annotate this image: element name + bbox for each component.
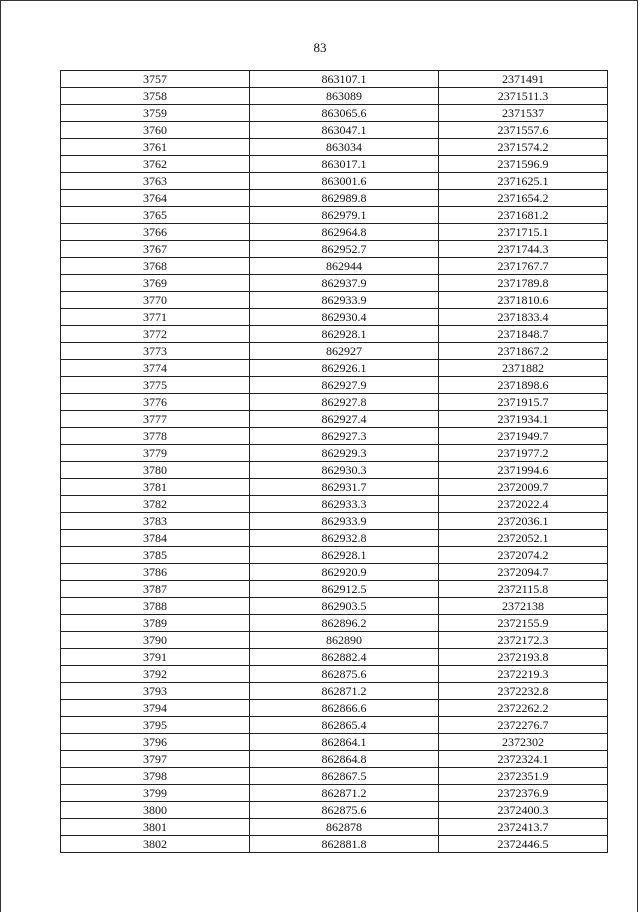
point-number-cell: 3788	[61, 598, 250, 615]
table-row	[61, 547, 608, 564]
x-coordinate-cell: 862927.4	[250, 411, 439, 428]
table-row	[61, 462, 608, 479]
x-coordinate-cell: 862867.5	[250, 768, 439, 785]
y-coordinate-cell: 2372138	[439, 598, 608, 615]
x-coordinate-cell: 862931.7	[250, 479, 439, 496]
x-coordinate-cell: 863047.1	[250, 122, 439, 139]
x-coordinate-cell: 862933.9	[250, 513, 439, 530]
x-coordinate-cell: 862926.1	[250, 360, 439, 377]
x-coordinate-cell: 863065.6	[250, 105, 439, 122]
x-coordinate-cell: 862866.6	[250, 700, 439, 717]
point-number-cell: 3757	[61, 71, 250, 88]
y-coordinate-cell: 2371994.6	[439, 462, 608, 479]
table-row	[61, 683, 608, 700]
table-row	[61, 377, 608, 394]
point-number-cell: 3787	[61, 581, 250, 598]
table-row	[61, 751, 608, 768]
x-coordinate-cell: 862979.1	[250, 207, 439, 224]
table-row	[61, 836, 608, 853]
point-number-cell: 3761	[61, 139, 250, 156]
table-row	[61, 581, 608, 598]
y-coordinate-cell: 2372446.5	[439, 836, 608, 853]
table-row	[61, 258, 608, 275]
point-number-cell: 3762	[61, 156, 250, 173]
point-number-cell: 3789	[61, 615, 250, 632]
table-row	[61, 513, 608, 530]
y-coordinate-cell: 2371833.4	[439, 309, 608, 326]
point-number-cell: 3770	[61, 292, 250, 309]
y-coordinate-cell: 2372276.7	[439, 717, 608, 734]
y-coordinate-cell: 2372193.8	[439, 649, 608, 666]
x-coordinate-cell: 862882.4	[250, 649, 439, 666]
x-coordinate-cell: 863001.6	[250, 173, 439, 190]
table-row	[61, 819, 608, 836]
table-row	[61, 326, 608, 343]
point-number-cell: 3798	[61, 768, 250, 785]
x-coordinate-cell: 862929.3	[250, 445, 439, 462]
point-number-cell: 3766	[61, 224, 250, 241]
point-number-cell: 3776	[61, 394, 250, 411]
y-coordinate-cell: 2371848.7	[439, 326, 608, 343]
point-number-cell: 3802	[61, 836, 250, 853]
point-number-cell: 3772	[61, 326, 250, 343]
y-coordinate-cell: 2371715.1	[439, 224, 608, 241]
table-row	[61, 445, 608, 462]
x-coordinate-cell: 862932.8	[250, 530, 439, 547]
table-row	[61, 734, 608, 751]
point-number-cell: 3760	[61, 122, 250, 139]
y-coordinate-cell: 2372219.3	[439, 666, 608, 683]
point-number-cell: 3790	[61, 632, 250, 649]
x-coordinate-cell: 862964.8	[250, 224, 439, 241]
y-coordinate-cell: 2372022.4	[439, 496, 608, 513]
point-number-cell: 3784	[61, 530, 250, 547]
point-number-cell: 3791	[61, 649, 250, 666]
x-coordinate-cell: 862927	[250, 343, 439, 360]
point-number-cell: 3801	[61, 819, 250, 836]
y-coordinate-cell: 2372302	[439, 734, 608, 751]
coordinates-table	[60, 70, 608, 853]
table-row	[61, 530, 608, 547]
y-coordinate-cell: 2372262.2	[439, 700, 608, 717]
y-coordinate-cell: 2371574.2	[439, 139, 608, 156]
table-row	[61, 343, 608, 360]
y-coordinate-cell: 2371744.3	[439, 241, 608, 258]
table-row	[61, 428, 608, 445]
x-coordinate-cell: 862875.6	[250, 666, 439, 683]
y-coordinate-cell: 2371867.2	[439, 343, 608, 360]
table-row	[61, 173, 608, 190]
point-number-cell: 3774	[61, 360, 250, 377]
table-row	[61, 190, 608, 207]
point-number-cell: 3769	[61, 275, 250, 292]
y-coordinate-cell: 2371810.6	[439, 292, 608, 309]
table-row	[61, 292, 608, 309]
x-coordinate-cell: 862878	[250, 819, 439, 836]
y-coordinate-cell: 2371977.2	[439, 445, 608, 462]
x-coordinate-cell: 863107.1	[250, 71, 439, 88]
y-coordinate-cell: 2371681.2	[439, 207, 608, 224]
table-row	[61, 394, 608, 411]
point-number-cell: 3781	[61, 479, 250, 496]
point-number-cell: 3792	[61, 666, 250, 683]
point-number-cell: 3759	[61, 105, 250, 122]
table-row	[61, 496, 608, 513]
y-coordinate-cell: 2371882	[439, 360, 608, 377]
x-coordinate-cell: 863089	[250, 88, 439, 105]
y-coordinate-cell: 2371491	[439, 71, 608, 88]
y-coordinate-cell: 2371767.7	[439, 258, 608, 275]
x-coordinate-cell: 862933.9	[250, 292, 439, 309]
y-coordinate-cell: 2372351.9	[439, 768, 608, 785]
y-coordinate-cell: 2372094.7	[439, 564, 608, 581]
y-coordinate-cell: 2371511.3	[439, 88, 608, 105]
y-coordinate-cell: 2371949.7	[439, 428, 608, 445]
y-coordinate-cell: 2372376.9	[439, 785, 608, 802]
table-row	[61, 564, 608, 581]
x-coordinate-cell: 862890	[250, 632, 439, 649]
x-coordinate-cell: 862912.5	[250, 581, 439, 598]
y-coordinate-cell: 2372052.1	[439, 530, 608, 547]
point-number-cell: 3758	[61, 88, 250, 105]
x-coordinate-cell: 862928.1	[250, 326, 439, 343]
y-coordinate-cell: 2372009.7	[439, 479, 608, 496]
x-coordinate-cell: 862933.3	[250, 496, 439, 513]
y-coordinate-cell: 2371557.6	[439, 122, 608, 139]
point-number-cell: 3794	[61, 700, 250, 717]
x-coordinate-cell: 862920.9	[250, 564, 439, 581]
point-number-cell: 3777	[61, 411, 250, 428]
table-row	[61, 649, 608, 666]
table-row	[61, 224, 608, 241]
x-coordinate-cell: 862928.1	[250, 547, 439, 564]
table-row	[61, 88, 608, 105]
table-row	[61, 717, 608, 734]
x-coordinate-cell: 862927.8	[250, 394, 439, 411]
point-number-cell: 3796	[61, 734, 250, 751]
table-row	[61, 139, 608, 156]
table-row	[61, 156, 608, 173]
x-coordinate-cell: 862937.9	[250, 275, 439, 292]
table-row	[61, 411, 608, 428]
point-number-cell: 3786	[61, 564, 250, 581]
x-coordinate-cell: 862952.7	[250, 241, 439, 258]
point-number-cell: 3799	[61, 785, 250, 802]
table-row	[61, 632, 608, 649]
x-coordinate-cell: 862875.6	[250, 802, 439, 819]
x-coordinate-cell: 862881.8	[250, 836, 439, 853]
point-number-cell: 3783	[61, 513, 250, 530]
y-coordinate-cell: 2372115.8	[439, 581, 608, 598]
table-row	[61, 105, 608, 122]
point-number-cell: 3771	[61, 309, 250, 326]
y-coordinate-cell: 2372400.3	[439, 802, 608, 819]
y-coordinate-cell: 2371934.1	[439, 411, 608, 428]
y-coordinate-cell: 2371625.1	[439, 173, 608, 190]
x-coordinate-cell: 862989.8	[250, 190, 439, 207]
table-row	[61, 598, 608, 615]
point-number-cell: 3795	[61, 717, 250, 734]
point-number-cell: 3775	[61, 377, 250, 394]
point-number-cell: 3765	[61, 207, 250, 224]
y-coordinate-cell: 2372413.7	[439, 819, 608, 836]
point-number-cell: 3793	[61, 683, 250, 700]
table-row	[61, 241, 608, 258]
y-coordinate-cell: 2371596.9	[439, 156, 608, 173]
point-number-cell: 3797	[61, 751, 250, 768]
x-coordinate-cell: 862944	[250, 258, 439, 275]
page-number: 83	[313, 40, 327, 55]
table-row	[61, 802, 608, 819]
x-coordinate-cell: 862864.1	[250, 734, 439, 751]
table-row	[61, 309, 608, 326]
point-number-cell: 3779	[61, 445, 250, 462]
point-number-cell: 3778	[61, 428, 250, 445]
table-row	[61, 360, 608, 377]
y-coordinate-cell: 2371654.2	[439, 190, 608, 207]
x-coordinate-cell: 862871.2	[250, 785, 439, 802]
x-coordinate-cell: 863034	[250, 139, 439, 156]
table-row	[61, 666, 608, 683]
table-row	[61, 700, 608, 717]
table-row	[61, 615, 608, 632]
point-number-cell: 3800	[61, 802, 250, 819]
point-number-cell: 3782	[61, 496, 250, 513]
x-coordinate-cell: 862871.2	[250, 683, 439, 700]
point-number-cell: 3773	[61, 343, 250, 360]
x-coordinate-cell: 862865.4	[250, 717, 439, 734]
y-coordinate-cell: 2371789.8	[439, 275, 608, 292]
point-number-cell: 3767	[61, 241, 250, 258]
point-number-cell: 3785	[61, 547, 250, 564]
y-coordinate-cell: 2371915.7	[439, 394, 608, 411]
x-coordinate-cell: 862927.3	[250, 428, 439, 445]
x-coordinate-cell: 862864.8	[250, 751, 439, 768]
y-coordinate-cell: 2372324.1	[439, 751, 608, 768]
x-coordinate-cell: 862930.4	[250, 309, 439, 326]
x-coordinate-cell: 863017.1	[250, 156, 439, 173]
y-coordinate-cell: 2371537	[439, 105, 608, 122]
y-coordinate-cell: 2372232.8	[439, 683, 608, 700]
y-coordinate-cell: 2371898.6	[439, 377, 608, 394]
x-coordinate-cell: 862927.9	[250, 377, 439, 394]
y-coordinate-cell: 2372036.1	[439, 513, 608, 530]
y-coordinate-cell: 2372155.9	[439, 615, 608, 632]
coordinates-table-body	[61, 71, 608, 853]
table-row	[61, 207, 608, 224]
point-number-cell: 3764	[61, 190, 250, 207]
table-row	[61, 71, 608, 88]
table-row	[61, 479, 608, 496]
x-coordinate-cell: 862903.5	[250, 598, 439, 615]
table-row	[61, 768, 608, 785]
table-row	[61, 275, 608, 292]
x-coordinate-cell: 862896.2	[250, 615, 439, 632]
point-number-cell: 3768	[61, 258, 250, 275]
x-coordinate-cell: 862930.3	[250, 462, 439, 479]
y-coordinate-cell: 2372074.2	[439, 547, 608, 564]
point-number-cell: 3763	[61, 173, 250, 190]
table-row	[61, 122, 608, 139]
table-row	[61, 785, 608, 802]
point-number-cell: 3780	[61, 462, 250, 479]
y-coordinate-cell: 2372172.3	[439, 632, 608, 649]
